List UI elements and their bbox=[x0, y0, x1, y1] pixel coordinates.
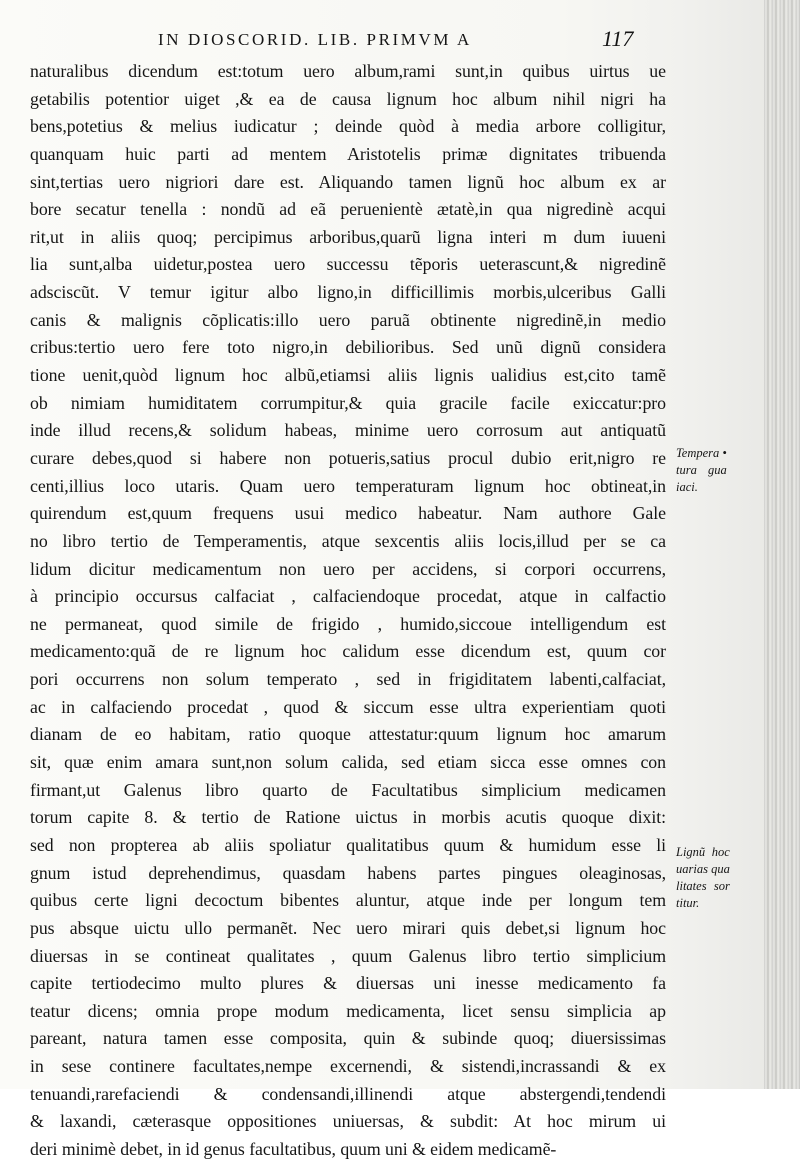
text-line: adsciscũt. V temur igitur albo ligno,in difficillimis morbis,ulceribus Galli bbox=[30, 282, 666, 303]
text-line: deri minimè debet, in id genus facultatibus, quum uni & eidem medicamẽ- bbox=[30, 1138, 557, 1159]
margin-note-line: tura gua bbox=[676, 463, 727, 477]
text-line: gnum istud deprehendimus, quasdam habens partes pingues oleaginosas, bbox=[30, 862, 666, 883]
text-line: & laxandi, cæterasque oppositiones uniuersas, & subdit: At hoc mirum ui bbox=[30, 1111, 666, 1132]
text-line: pori occurrens non solum temperato , sed in frigiditatem labenti,calfaciat, bbox=[30, 669, 666, 690]
text-line: pareant, natura tamen esse composita, quin & subinde quoq; diuersissimas bbox=[30, 1028, 666, 1049]
margin-note-line: uarias qua bbox=[676, 862, 730, 876]
text-line: canis & malignis cõplicatis:illo uero paruã obtinente nigredinẽ,in medio bbox=[30, 309, 666, 330]
text-line: tione uenit,quòd lignum hoc albũ,etiamsi aliis lignis ualidius est,cito tamẽ bbox=[30, 365, 666, 386]
body-text bbox=[30, 58, 666, 1164]
text-line: quirendum est,quum frequens usui medico habeatur. Nam authore Gale bbox=[30, 503, 666, 524]
page-number: 117 bbox=[602, 26, 634, 51]
margin-note-temperatura bbox=[676, 445, 727, 496]
margin-note-line: iaci. bbox=[676, 480, 698, 494]
text-line: centi,illius loco utaris. Quam uero temperaturam lignum hoc obtineat,in bbox=[30, 475, 666, 496]
text-line: bens,potetius & melius iudicatur ; deinde quòd à media arbore colligitur, bbox=[30, 116, 666, 137]
margin-note-lignum bbox=[676, 844, 730, 912]
text-line: à principio occursus calfaciat , calfaciendoque procedat, atque in calfactio bbox=[30, 586, 666, 607]
text-line: ac in calfaciendo procedat , quod & siccum esse ultra experientiam quoti bbox=[30, 696, 666, 717]
text-line: teatur dicens; omnia prope modum medicamenta, licet sensu simplicia ap bbox=[30, 1000, 666, 1021]
margin-note-line: Lignũ hoc bbox=[676, 845, 730, 859]
text-line: capite tertiodecimo multo plures & diuersas uni inesse medicamento fa bbox=[30, 973, 666, 994]
text-line: dianam de eo habitam, ratio quoque attestatur:quum lignum hoc amarum bbox=[30, 724, 666, 745]
text-line: ob nimiam humiditatem corrumpitur,& quia gracile facile exiccatur:pro bbox=[30, 392, 666, 413]
text-line: rit,ut in aliis quoq; percipimus arboribus,quarũ ligna interi m dum iuueni bbox=[30, 226, 666, 247]
page-edge-shadow bbox=[764, 0, 800, 1089]
text-line: no libro tertio de Temperamentis, atque sexcentis aliis locis,illud per se ca bbox=[30, 530, 666, 551]
running-head bbox=[150, 26, 660, 56]
text-line: cribus:tertio uero fere toto nigro,in debilioribus. Sed unũ dignũ considera bbox=[30, 337, 666, 358]
text-line: diuersas in se contineat qualitates , quum Galenus libro tertio simplicium bbox=[30, 945, 666, 966]
text-line: getabilis potentior uiget ,& ea de causa lignum hoc album nihil nigri ha bbox=[30, 88, 666, 109]
running-title: IN DIOSCORID. LIB. PRIMVM A bbox=[158, 30, 472, 49]
text-line: ne permaneat, quod simile de frigido , humido,siccoue intelligendum est bbox=[30, 613, 666, 634]
text-line: quibus certe ligni decoctum bibentes aluntur, atque inde per longum tem bbox=[30, 890, 666, 911]
text-line: pus absque uictu ullo permanẽt. Nec uero mirari quis debet,si lignum hoc bbox=[30, 917, 666, 938]
text-line: torum capite 8. & tertio de Ratione uictus in morbis acutis quoque dixit: bbox=[30, 807, 666, 828]
text-line: lidum dicitur medicamentum non uero per accidens, si corpori occurrens, bbox=[30, 558, 666, 579]
text-line: inde illud recens,& solidum habeas, minime uero corrosum aut antiquatũ bbox=[30, 420, 666, 441]
text-line: curare debes,quod si habere non potueris,satius procul dubio erit,nigro re bbox=[30, 447, 666, 468]
margin-note-line: Tempera • bbox=[676, 446, 727, 460]
margin-note-line: titur. bbox=[676, 896, 700, 910]
text-line: sit, quæ enim amara sunt,non solum calida, sed etiam sicca esse omnes con bbox=[30, 752, 666, 773]
text-line: sint,tertias uero nigriori dare est. Aliquando tamen lignũ hoc album ex ar bbox=[30, 171, 666, 192]
text-line: in sese continere facultates,nempe excernendi, & sistendi,incrassandi & ex bbox=[30, 1056, 666, 1077]
margin-note-line: litates sor bbox=[676, 879, 730, 893]
text-line: medicamento:quã de re lignum hoc calidum esse dicendum est, quum cor bbox=[30, 641, 666, 662]
text-line: lia sunt,alba uidetur,postea uero successu tẽporis ueterascunt,& nigredinẽ bbox=[30, 254, 666, 275]
text-line: bore secatur tenella : nondũ ad eã peruenientè ætatè,in qua nigredinè acqui bbox=[30, 199, 666, 220]
text-line: firmant,ut Galenus libro quarto de Facultatibus simplicium medicamen bbox=[30, 779, 666, 800]
text-line: quanquam huic parti ad mentem Aristotelis primæ dignitates tribuenda bbox=[30, 143, 666, 164]
text-line: tenuandi,rarefaciendi & condensandi,illinendi atque abstergendi,tendendi bbox=[30, 1083, 666, 1104]
text-line: naturalibus dicendum est:totum uero album,rami sunt,in quibus uirtus ue bbox=[30, 61, 666, 81]
text-line: sed non propterea ab aliis spoliatur qualitatibus quum & humidum esse li bbox=[30, 834, 666, 855]
